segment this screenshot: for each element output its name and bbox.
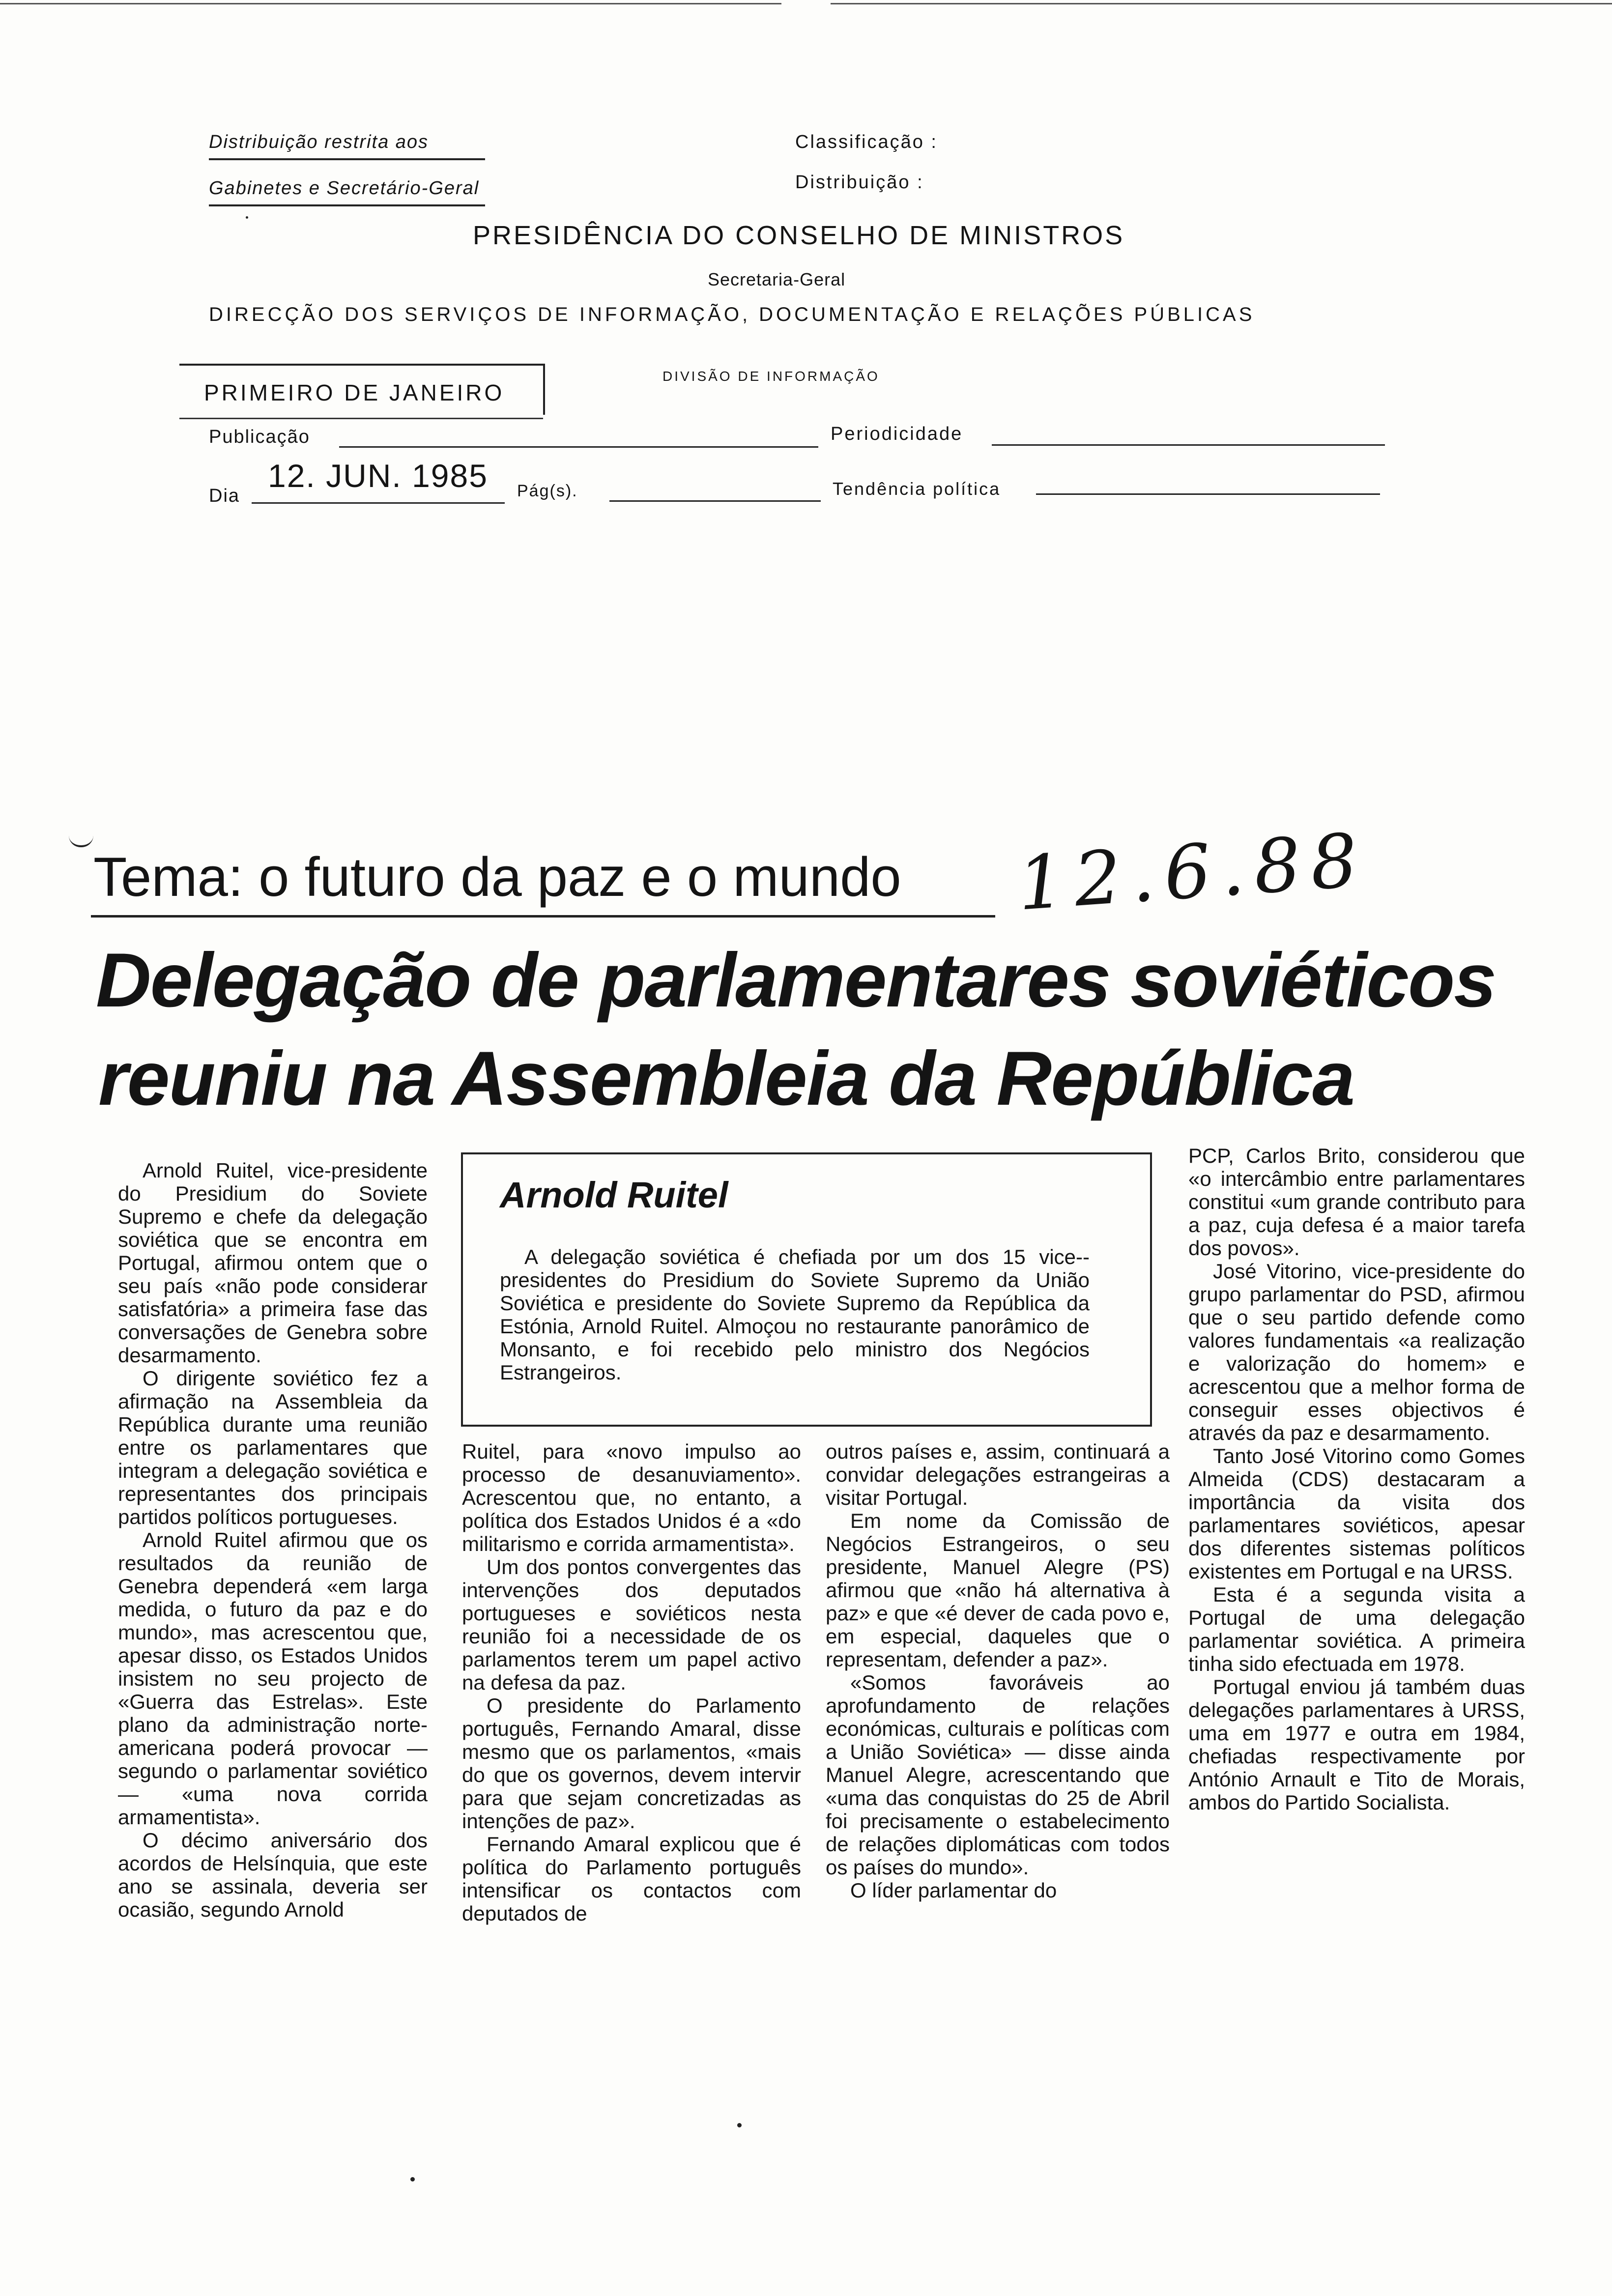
handwritten-note: 12.6.88 — [1014, 817, 1370, 927]
scan-speck — [246, 216, 248, 219]
restricted-distribution-line2: Gabinetes e Secretário-Geral — [209, 178, 480, 199]
paragraph: Portugal enviou já também duas delegações parlamentares à URSS, uma em 1977 e outra em 1984, chefiadas respectivamente por António Arnault e Tito de Morais, ambos do Partido Socialista. — [1188, 1675, 1525, 1814]
presidency-title: PRESIDÊNCIA DO CONSELHO DE MINISTROS — [473, 221, 1125, 250]
classification-label: Classificação : — [795, 132, 938, 152]
theme-underline — [91, 915, 995, 918]
profile-box-text: A delegação soviética é chefiada por um dos 15 vice--presidentes do Presidium do Soviete Supremo da União Soviética e presidente do Soviete Supremo da República da Estónia, Arnold Ruitel. Almoçou no restaurante panorâmico de Monsanto, e foi recebido pelo ministro dos Negócios Estrangeiros. — [500, 1245, 1090, 1384]
article-column-3 — [826, 1440, 1170, 1902]
direccao-label: DIRECÇÃO DOS SERVIÇOS DE INFORMAÇÃO, DOCUMENTAÇÃO E RELAÇÕES PÚBLICAS — [209, 304, 1255, 325]
scan-speck — [410, 2177, 415, 2181]
paragraph: Esta é a segunda visita a Portugal de uma delegação parlamentar soviética. A primeira tinha sido efectuada em 1978. — [1188, 1583, 1525, 1675]
scan-speck — [737, 2123, 742, 2127]
paragraph: Arnold Ruitel afirmou que os resultados da reunião de Genebra dependerá «em larga medida, o futuro da paz e do mundo», mas acrescentou que, apesar disso, os Estados Unidos insistem no seu projecto de «Guerra das Estrelas». Este plano da administração norte-americana poderá provocar — segundo o parlamentar soviético — «uma nova corrida armamentista». — [118, 1528, 428, 1829]
underline — [209, 158, 485, 160]
secretaria-label: Secretaria-Geral — [708, 269, 846, 289]
profile-box-text-container — [500, 1245, 1090, 1384]
underline — [209, 204, 485, 206]
paragraph: Arnold Ruitel, vice-presidente do Presidium do Soviete Supremo e chefe da delegação soviética que se encontra em Portugal, afirmou ontem que o seu país «não pode considerar satisfatória» a primeira fase das conversações de Genebra sobre desarmamento. — [118, 1159, 428, 1367]
pags-field-line — [609, 500, 821, 502]
divisao-label: DIVISÃO DE INFORMAÇÃO — [662, 369, 880, 384]
paragraph: O presidente do Parlamento português, Fernando Amaral, disse mesmo que os parlamentos, «mais do que os governos, devem intervir para que sejam concretizadas as intenções de paz». — [462, 1694, 801, 1833]
paragraph: PCP, Carlos Brito, considerou que «o intercâmbio entre parlamentares constitui «um grande contributo para a paz, cuja defesa é a maior tarefa dos povos». — [1188, 1144, 1525, 1260]
periodicidade-field-line — [992, 444, 1385, 446]
paragraph: O líder parlamentar do — [850, 1879, 1057, 1902]
paragraph: José Vitorino, vice-presidente do grupo parlamentar do PSD, afirmou que o seu partido defende como valores fundamentais «a realização e valorização do homem» e acrescentou que a melhor forma de conseguir esses objectivos é através da paz e desarmamento. — [1188, 1260, 1525, 1444]
publicacao-label: Publicação — [209, 427, 310, 447]
paragraph: O dirigente soviético fez a afirmação na Assembleia da República durante uma reunião entre os parlamentares que integram a delegação soviética e representantes dos principais partidos políticos portugueses. — [118, 1367, 428, 1528]
paragraph: outros países e, assim, continuará a convidar delegações estrangeiras a visitar Portugal. — [826, 1440, 1170, 1509]
distribution-label: Distribuição : — [795, 172, 924, 193]
periodicidade-label: Periodicidade — [831, 424, 963, 444]
stamp-underline — [179, 418, 543, 419]
restricted-distribution-line1: Distribuição restrita aos — [209, 132, 429, 152]
article-column-4 — [1188, 1144, 1525, 1814]
profile-box-title: Arnold Ruitel — [500, 1175, 728, 1215]
profile-box — [461, 1152, 1152, 1427]
paragraph: Um dos pontos convergentes das intervenções dos deputados portugueses e soviéticos nesta reunião foi a necessidade de os parlamentos terem um papel activo na defesa da paz. — [462, 1555, 801, 1694]
dia-label: Dia — [209, 486, 240, 506]
headline-line1: Delegação de parlamentares soviéticos — [96, 938, 1496, 1023]
newspaper-stamp: PRIMEIRO DE JANEIRO — [204, 380, 505, 405]
newspaper-stamp-box — [179, 364, 545, 415]
paragraph: Em nome da Comissão de Negócios Estrangeiros, o seu presidente, Manuel Alegre (PS) afirmou que «não há alternativa à paz» e que «é dever de cada povo e, em especial, daqueles que o representam, defender a paz». — [826, 1509, 1170, 1671]
tendencia-label: Tendência política — [833, 479, 1001, 499]
paragraph: O décimo aniversário dos acordos de Helsínquia, que este ano se assinala, deveria ser ocasião, segundo Arnold — [118, 1829, 428, 1921]
dia-field-line — [252, 502, 505, 504]
pags-label: Pág(s). — [517, 482, 578, 500]
headline-line2: reuniu na Assembleia da República — [98, 1036, 1354, 1121]
scan-mark — [69, 835, 93, 847]
paragraph: Ruitel, para «novo impulso ao processo de desanuviamento». Acrescentou que, no entanto, a política dos Estados Unidos é a «do militarismo e corrida armamentista». — [462, 1440, 801, 1555]
article-column-2 — [462, 1440, 801, 1925]
paragraph: Fernando Amaral explicou que é política do Parlamento português intensificar os contactos com deputados de — [462, 1833, 801, 1925]
date-stamp: 12. JUN. 1985 — [268, 458, 488, 494]
paragraph: Tanto José Vitorino como Gomes Almeida (CDS) destacaram a importância da visita dos parlamentares soviéticos, apesar dos diferentes sistemas políticos existentes em Portugal e na URSS. — [1188, 1444, 1525, 1583]
scan-edge-line — [0, 3, 781, 4]
article-column-1 — [118, 1159, 428, 1921]
tendencia-field-line — [1036, 493, 1380, 495]
paragraph: «Somos favoráveis ao aprofundamento de relações económicas, culturais e políticas com a União Soviética» — disse ainda Manuel Alegre, acrescentando que «uma das conquistas do 25 de Abril foi precisamente o estabelecimento de relações diplomáticas com todos os países do mundo». — [826, 1671, 1170, 1879]
publicacao-field-line — [339, 446, 818, 448]
scan-edge-line — [831, 3, 1612, 4]
article-theme: Tema: o futuro da paz e o mundo — [93, 846, 901, 908]
